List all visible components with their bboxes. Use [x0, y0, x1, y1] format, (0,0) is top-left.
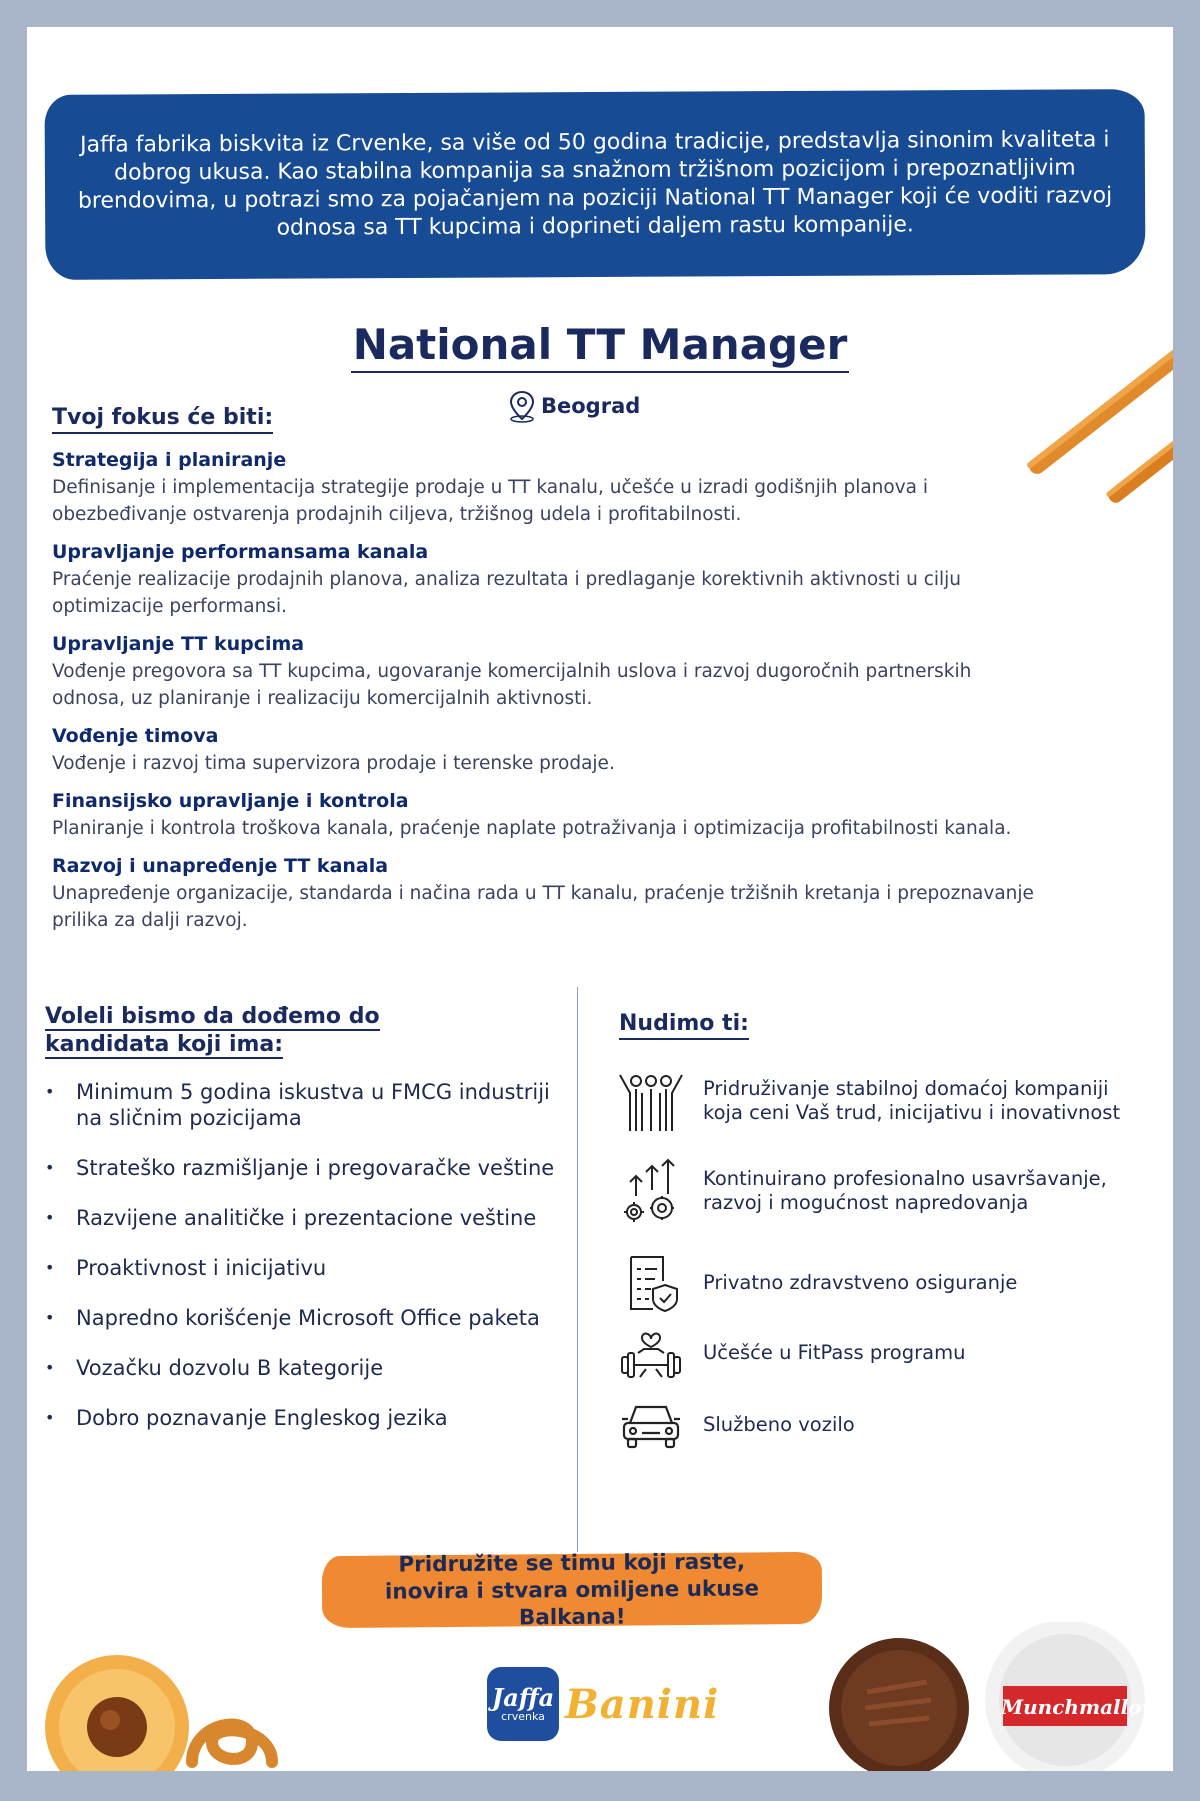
- offer-text: Kontinuirano profesionalno usavršavanje, razvoj i mogućnost napredovanja: [703, 1167, 1107, 1214]
- focus-item-text: Vođenje pregovora sa TT kupcima, ugovaranje komercijalnih uslova i razvoj dugoročnih partnerskih odnosa, uz planiranje i realizaciju komercijalnih aktivnosti.: [52, 661, 972, 709]
- focus-item: [52, 539, 1042, 620]
- requirement-item: • Dobro poznavanje Engleskog jezika: [45, 1405, 565, 1431]
- offer-item: [615, 1247, 1135, 1319]
- focus-item: [52, 447, 1042, 528]
- requirement-item: • Napredno korišćenje Microsoft Office paketa: [45, 1305, 565, 1331]
- focus-item-text: Praćenje realizacije prodajnih planova, analiza rezultata i predlaganje korektivnih aktivnosti u cilju optimizacije performansi.: [52, 569, 962, 617]
- focus-item-title: Upravljanje TT kupcima: [52, 633, 305, 655]
- growth-gears-icon: [615, 1155, 687, 1227]
- offer-text: Službeno vozilo: [703, 1413, 855, 1436]
- call-to-action-banner: [322, 1548, 823, 1630]
- job-title: National TT Manager: [27, 320, 1173, 369]
- offer-item: [615, 1155, 1135, 1227]
- munchmallow-logo: Munchmallow: [1001, 1695, 1159, 1719]
- offer-heading: Nudimo ti:: [619, 1011, 749, 1040]
- requirement-item: • Minimum 5 godina iskustva u FMCG industriji na sličnim pozicijama: [45, 1079, 565, 1131]
- offer-item: [615, 1389, 1135, 1461]
- banini-logo: Banini: [565, 1680, 720, 1728]
- offer-text: Učešće u FitPass programu: [703, 1341, 966, 1364]
- intro-banner: [45, 89, 1146, 280]
- focus-item-text: Unapređenje organizacije, standarda i načina rada u TT kanalu, praćenje tržišnih kretanja i prepoznavanje prilika za dalji razvoj.: [52, 883, 1034, 931]
- focus-item: [52, 723, 1042, 777]
- focus-item-text: Definisanje i implementacija strategije prodaje u TT kanalu, učešće u izradi godišnjih planova i obezbeđivanje ostvarenja prodajnih ciljeva, tržišnog udela i profitabilnosti.: [52, 477, 929, 525]
- focus-item-title: Upravljanje performansama kanala: [52, 541, 429, 563]
- job-posting-page: [27, 27, 1173, 1771]
- offer-text: Privatno zdravstveno osiguranje: [703, 1271, 1018, 1294]
- brand-logos: [487, 1667, 719, 1741]
- jaffa-logo: Jaffa crvenka: [487, 1667, 559, 1741]
- cta-text: Pridružite se timu koji raste, inovira i stvara omiljene ukuse Balkana!: [384, 1548, 760, 1630]
- cookie-pretzel-decoration: [42, 1642, 282, 1771]
- focus-item: [52, 631, 1042, 712]
- intro-text: Jaffa fabrika biskvita iz Crvenke, sa više od 50 godina tradicije, predstavlja sinonim kvaliteta i dobrog ukusa. Kao stabilna kompanija sa snažnom tržišnom pozicijom i prepoznatljivim brendovima, u potrazi smo za pojačanjem na poziciji National TT Manager koji će voditi razvoj odnosa sa TT kupcima i doprineti daljem rastu kompanije.: [77, 126, 1113, 241]
- requirements-list: [45, 1079, 565, 1455]
- offer-text: Pridruživanje stabilnoj domaćoj kompaniji koja ceni Vaš trud, inicijativu i inovativnost: [703, 1077, 1121, 1124]
- offer-item: [615, 1317, 1135, 1389]
- car-icon: [615, 1389, 687, 1461]
- focus-list: [52, 447, 1042, 945]
- location-label: Beograd: [541, 394, 641, 418]
- health-insurance-icon: [615, 1247, 687, 1319]
- focus-item-title: Finansijsko upravljanje i kontrola: [52, 790, 409, 812]
- location: [507, 389, 640, 423]
- focus-item-text: Vođenje i razvoj tima supervizora prodaje i terenske prodaje.: [52, 753, 615, 774]
- requirement-item: • Vozačku dozvolu B kategorije: [45, 1355, 565, 1381]
- focus-item-text: Planiranje i kontrola troškova kanala, praćenje naplate potraživanja i optimizacija profitabilnosti kanala.: [52, 818, 1012, 839]
- requirement-item: • Proaktivnost i inicijativu: [45, 1255, 565, 1281]
- requirement-item: • Razvijene analitičke i prezentacione veštine: [45, 1205, 565, 1231]
- focus-item-title: Vođenje timova: [52, 725, 219, 747]
- requirement-item: • Strateško razmišljanje i pregovaračke veštine: [45, 1155, 565, 1181]
- requirements-heading: Voleli bismo da dođemo do kandidata koji ima:: [45, 1004, 380, 1057]
- focus-item: [52, 788, 1042, 842]
- fitness-icon: [615, 1317, 687, 1389]
- focus-item-title: Strategija i planiranje: [52, 449, 287, 471]
- focus-item-title: Razvoj i unapređenje TT kanala: [52, 855, 389, 877]
- column-divider: [577, 987, 578, 1552]
- focus-heading: Tvoj fokus će biti:: [52, 405, 273, 434]
- location-pin-icon: [507, 389, 537, 423]
- team-icon: [615, 1065, 687, 1137]
- focus-item: [52, 853, 1042, 934]
- offer-item: [615, 1065, 1135, 1137]
